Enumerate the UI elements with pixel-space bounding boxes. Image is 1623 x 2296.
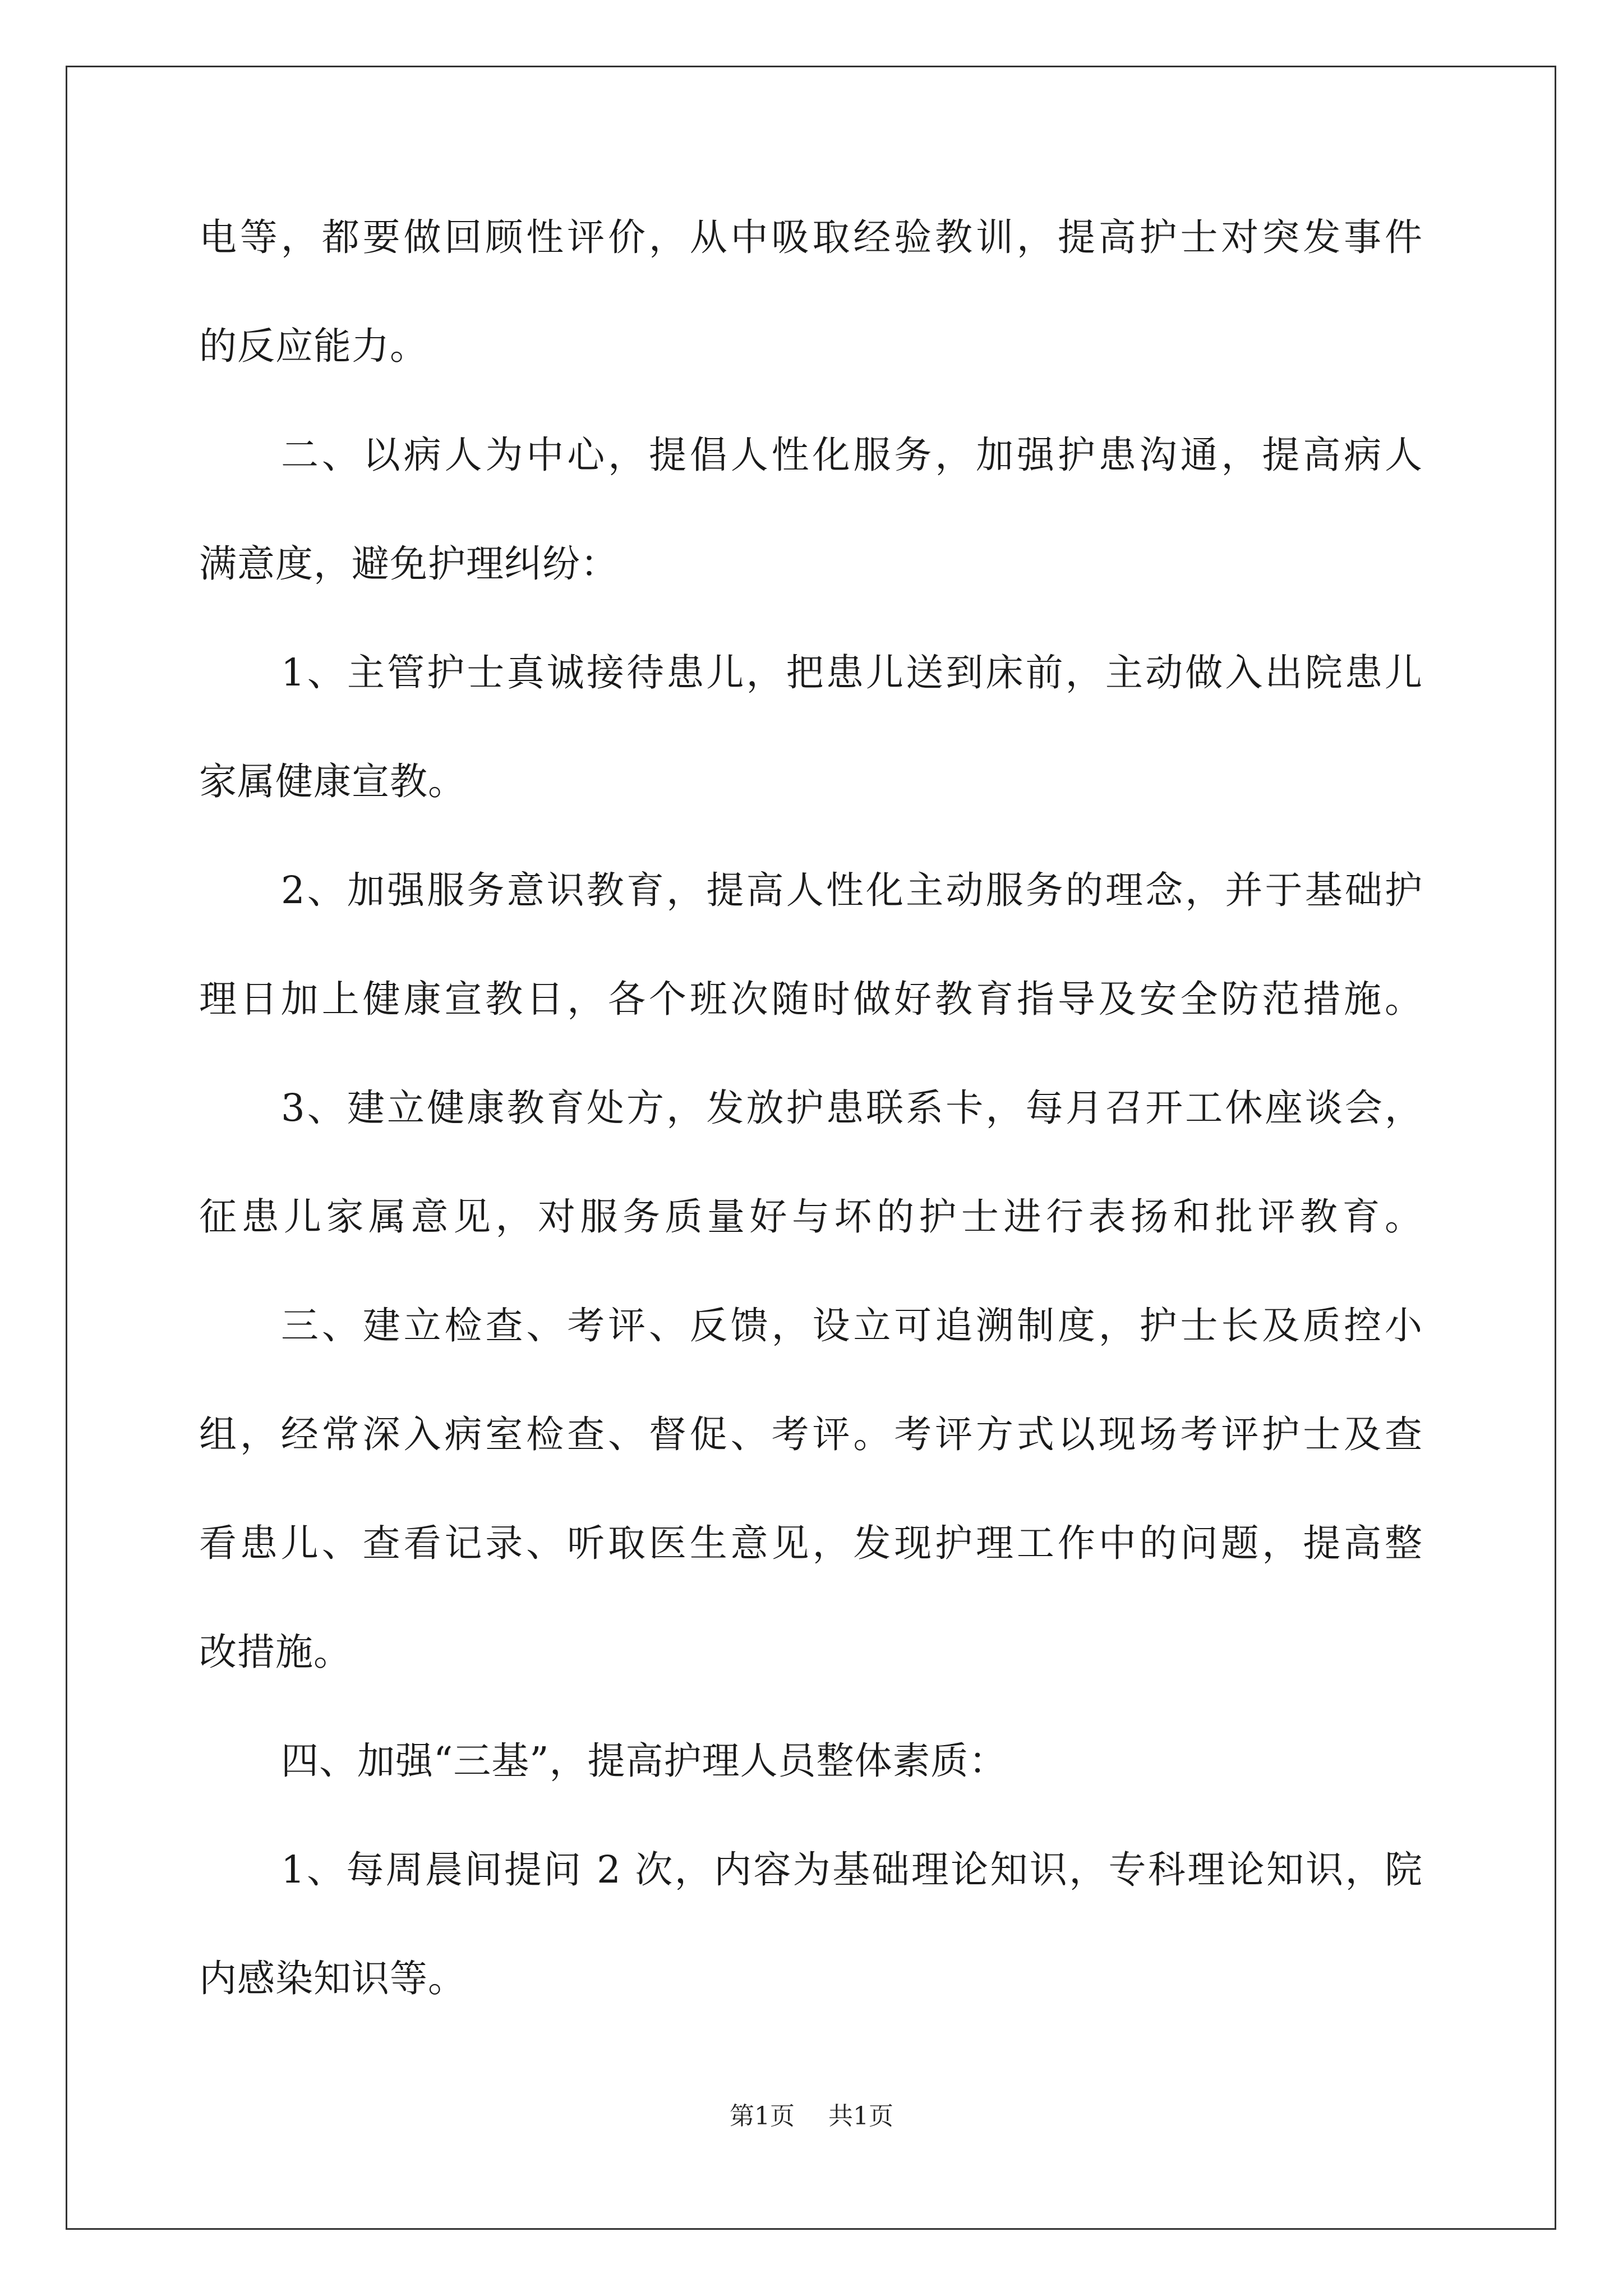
text-line-4: 满意度，避免护理纠纷： — [199, 542, 619, 586]
text-line-12: 组，经常深入病室检查、督促、考评。考评方式以现场考评护士及查 — [199, 1412, 1423, 1456]
text-line-5: 1、主管护士真诚接待患儿，把患儿送到床前，主动做入出院患儿 — [281, 651, 1423, 694]
text-line-16: 1、每周晨间提问 2 次，内容为基础理论知识，专科理论知识，院 — [281, 1848, 1423, 1892]
text-line-13: 看患儿、查看记录、听取医生意见，发现护理工作中的问题，提高整 — [199, 1521, 1423, 1565]
page-number-total: 共1页 — [828, 2102, 893, 2131]
text-line-17: 内感染知识等。 — [199, 1957, 466, 2000]
text-line-6: 家属健康宣教。 — [199, 760, 466, 803]
page-number-current: 第1页 — [730, 2102, 795, 2131]
text-line-9: 3、建立健康教育处方，发放护患联系卡，每月召开工休座谈会， — [281, 1086, 1423, 1130]
text-line-2: 的反应能力。 — [199, 324, 428, 368]
page-footer — [0, 2101, 1623, 2132]
text-line-8: 理日加上健康宣教日，各个班次随时做好教育指导及安全防范措施。 — [199, 977, 1423, 1021]
document-body — [199, 209, 1423, 2059]
text-line-11: 三、建立检查、考评、反馈，设立可追溯制度，护士长及质控小 — [281, 1304, 1423, 1347]
text-line-7: 2、加强服务意识教育，提高人性化主动服务的理念，并于基础护 — [281, 868, 1423, 912]
text-line-10: 征患儿家属意见，对服务质量好与坏的护士进行表扬和批评教育。 — [199, 1195, 1423, 1239]
text-line-3: 二、以病人为中心，提倡人性化服务，加强护患沟通，提高病人 — [281, 433, 1423, 477]
text-line-14: 改措施。 — [199, 1630, 352, 1674]
text-line-15: 四、加强“三基”，提高护理人员整体素质： — [281, 1739, 1007, 1783]
text-line-1: 电等，都要做回顾性评价，从中吸取经验教训，提高护士对突发事件 — [199, 215, 1423, 259]
